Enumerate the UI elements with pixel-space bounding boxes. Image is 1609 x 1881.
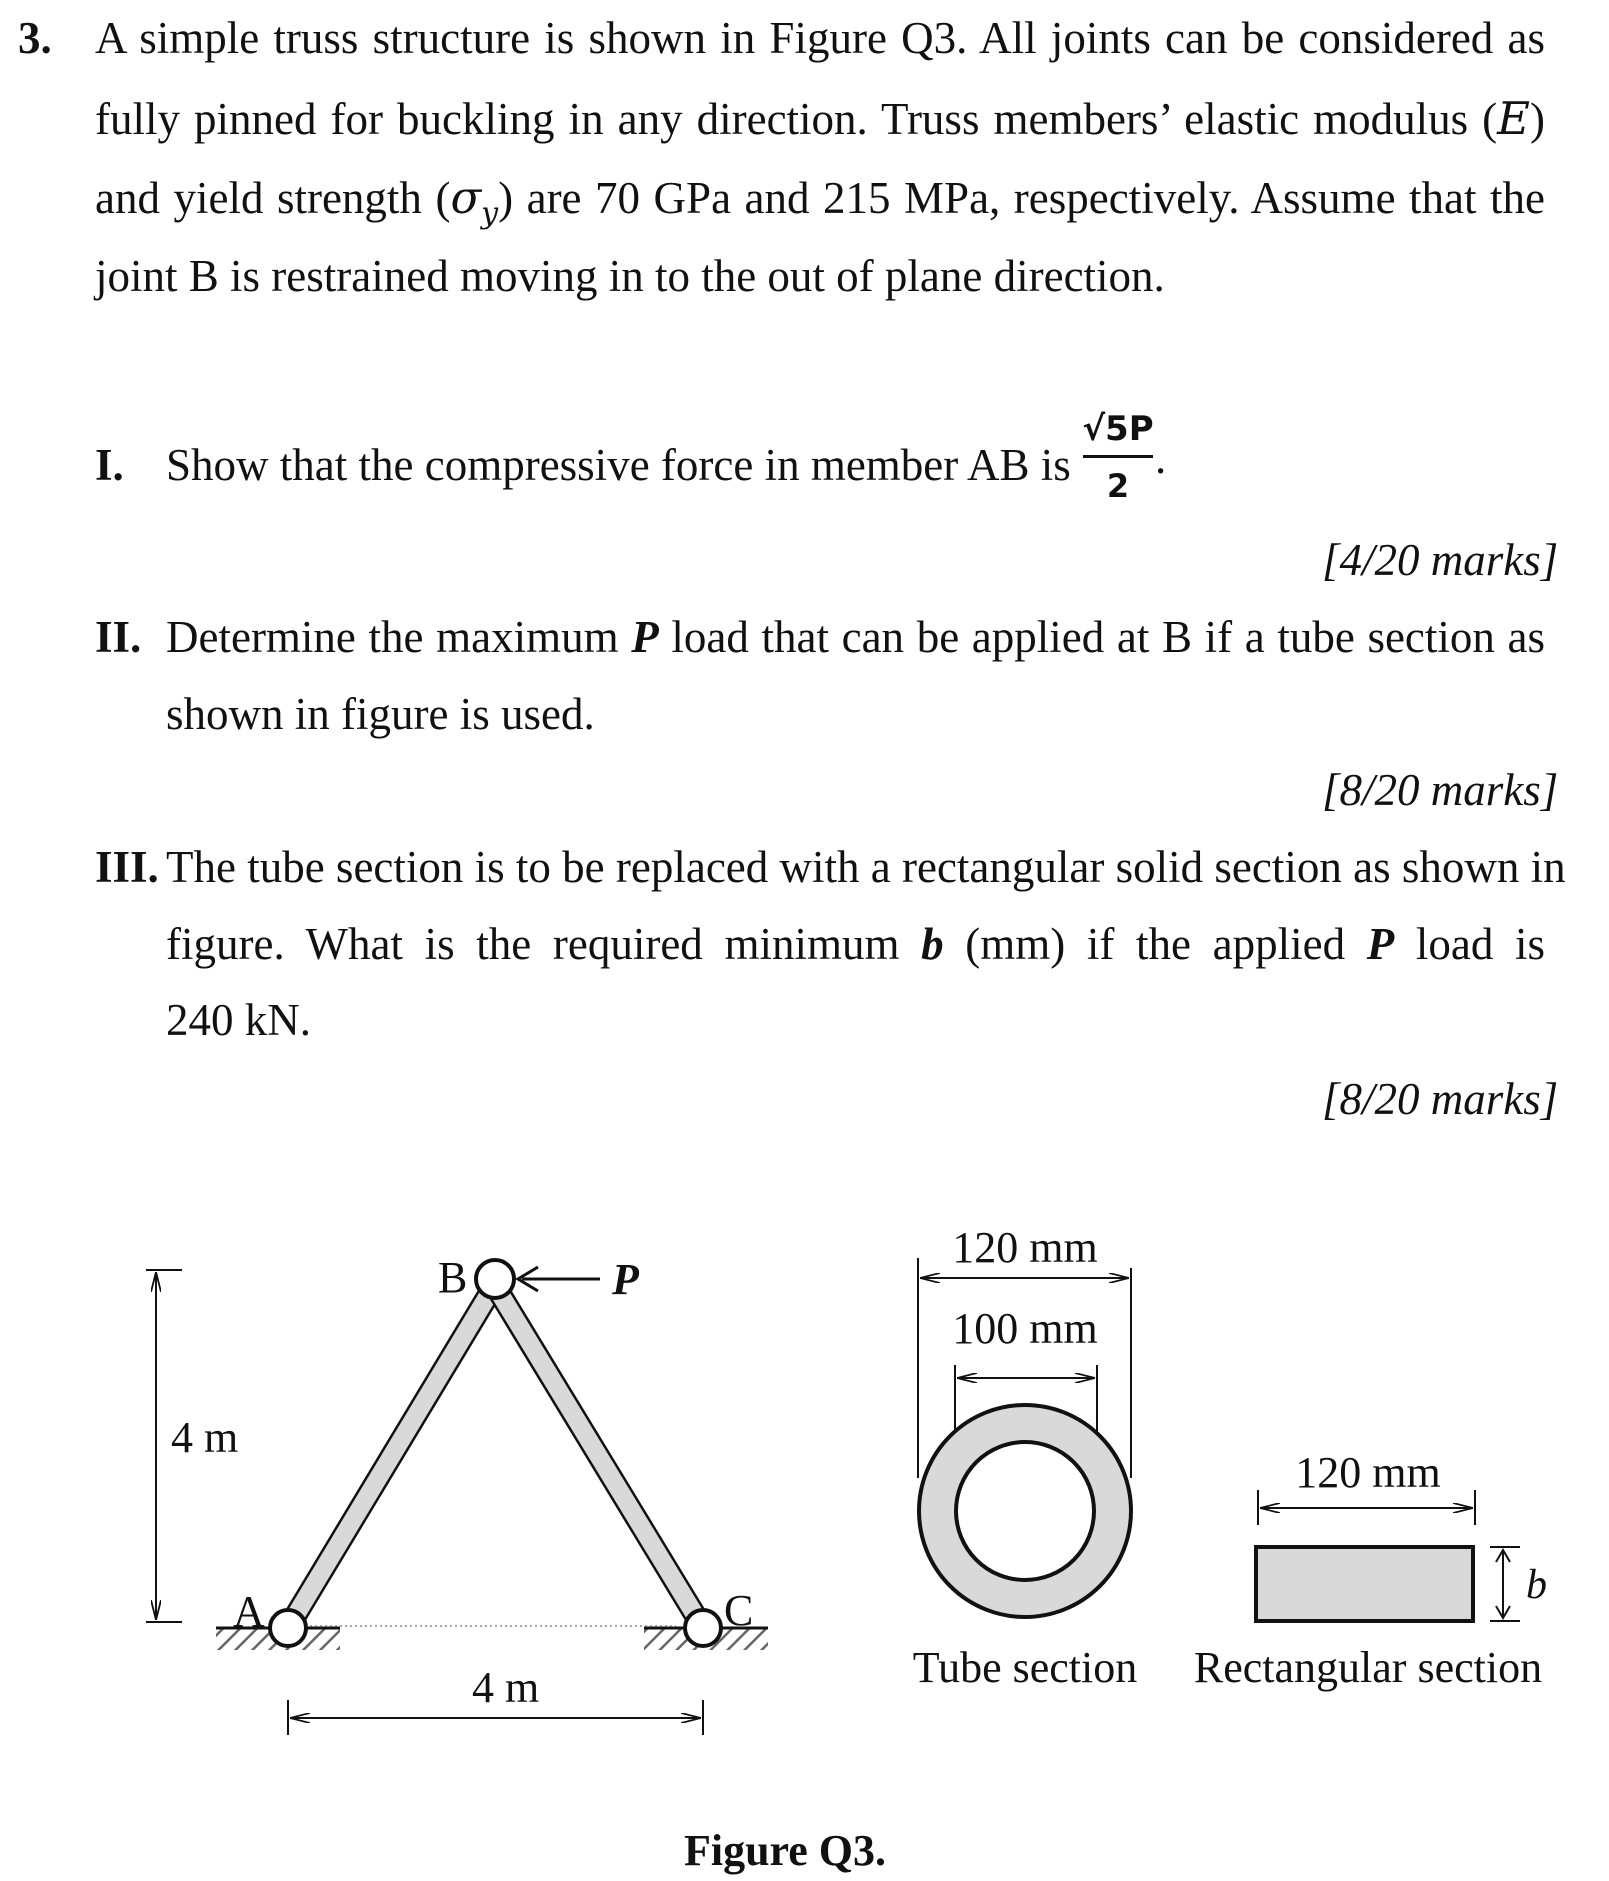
b-symbol: b (921, 919, 944, 969)
question-line-4: joint B is restrained moving in to the out of plane direction. (95, 251, 1165, 301)
question-line-1: A simple truss structure is shown in Figure Q3. All joints can be considered as (95, 13, 1545, 63)
pin-c (685, 1610, 721, 1646)
part-i-period: . (1155, 433, 1167, 483)
load-label: P (612, 1255, 639, 1304)
part-iii-text-c: load is (1415, 919, 1546, 969)
pin-b (476, 1260, 514, 1298)
pin-a (270, 1610, 306, 1646)
question-line-2-text: fully pinned for buckling in any direction. Truss members’ elastic modulus ( (95, 94, 1498, 144)
rect-height-label: b (1526, 1562, 1547, 1608)
sigma-symbol: σ (450, 171, 482, 224)
tube-caption: Tube section (912, 1643, 1138, 1692)
height-label: 4 m (171, 1413, 239, 1462)
joint-b-label: B (438, 1253, 468, 1302)
part-iii-text-a: figure. What is the required minimum (166, 919, 900, 969)
part-i-label: I. (95, 440, 124, 490)
part-ii-line-2: shown in figure is used. (166, 689, 595, 739)
fraction-denominator: 2 (1106, 467, 1130, 505)
sigma-subscript: y (481, 196, 499, 231)
figure-caption: Figure Q3. (683, 1826, 887, 1875)
marks-text: [4/20 marks] (1322, 535, 1559, 585)
question-line-3-a: and yield strength ( (95, 173, 451, 223)
tube-outer-label: 120 mm (952, 1223, 1098, 1272)
fraction-numerator: √5P (1082, 409, 1154, 449)
member-ab (279, 1274, 507, 1633)
rect-caption: Rectangular section (1193, 1643, 1543, 1692)
marks-text: [8/20 marks] (1322, 1074, 1559, 1124)
part-iii-line-1: The tube section is to be replaced with a rectangular solid section as shown in (166, 842, 1566, 892)
part-ii-text-a: Determine the maximum (166, 612, 619, 662)
load-symbol: P (631, 612, 659, 662)
rect-height-dimension (1490, 1547, 1520, 1621)
question-number: 3. (18, 13, 52, 63)
load-symbol: P (1366, 919, 1395, 969)
modulus-symbol: E (1497, 92, 1530, 145)
marks-text: [8/20 marks] (1322, 765, 1559, 815)
joint-a-label: A (233, 1587, 265, 1636)
part-ii-label: II. (95, 612, 142, 662)
part-iii-text-b: (mm) if the applied (965, 919, 1346, 969)
tube-inner-circle (956, 1442, 1094, 1580)
part-iii-line-3: 240 kN. (166, 995, 311, 1045)
part-ii-text-b: load that can be applied at B if a tube section as (671, 612, 1546, 662)
load-arrow (518, 1267, 600, 1291)
question-line-2-end: ) (1530, 94, 1545, 144)
part-iii-label: III. (95, 842, 159, 892)
tube-inner-label: 100 mm (952, 1304, 1098, 1353)
member-bc (482, 1274, 712, 1633)
rect-width-label: 120 mm (1295, 1448, 1441, 1497)
span-label: 4 m (472, 1663, 540, 1712)
question-line-3-b: ) are 70 GPa and 215 MPa, respectively. Assume that the (498, 173, 1546, 223)
joint-c-label: C (724, 1586, 754, 1635)
rect-section (1256, 1547, 1473, 1621)
part-i-text: Show that the compressive force in member AB is (166, 440, 1071, 490)
